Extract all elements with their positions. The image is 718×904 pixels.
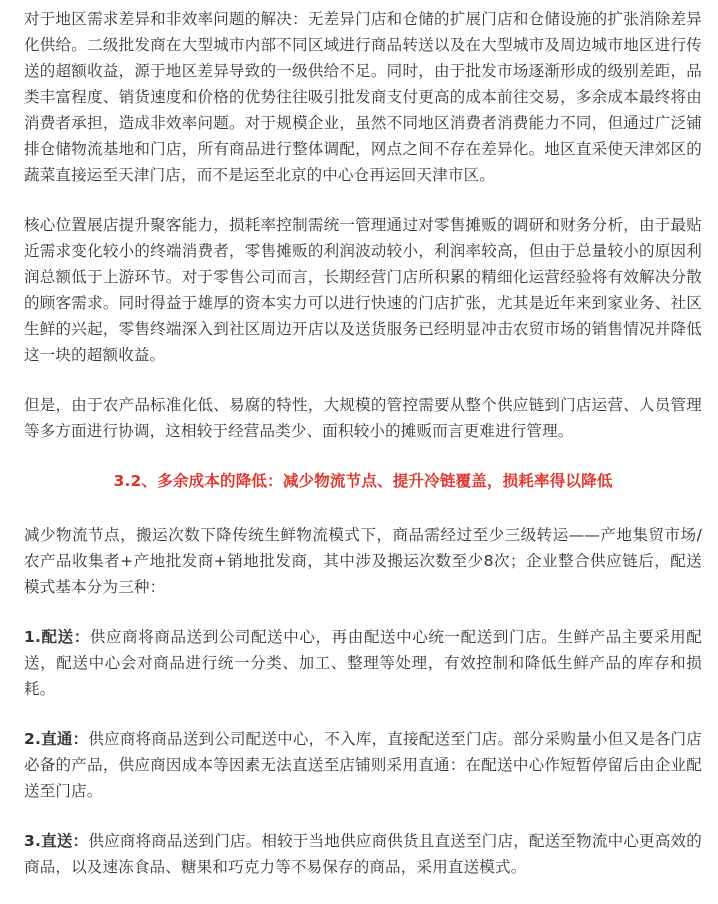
paragraph-regional-differences: 对于地区需求差异和非效率问题的解决：无差异门店和仓储的扩展门店和仓储设施的扩张消除差异化供给。二级批发商在大型城市内部不同区域进行商品转送以及在大型城市及周边城市地区进行传送的超额收益，源于地区差异导致的一级供给不足。同时，由于批发市场逐渐形成的级别差距，品类丰富程度、销货速度和价格的优势往往吸引批发商支付更高的成本前往交易，多余成本最终将由消费者承担，造成非效率问题。对于规模企业，虽然不同地区消费者消费能力不同，但通过广泛铺排仓储物流基地和门店，所有商品进行整体调配，网点之间不存在差异化。地区直采使天津郊区的蔬菜直接运至天津门店，而不是运至北京的中心仓再运回天津市区。 (24, 10, 702, 184)
section-heading: 3.2、多余成本的降低：减少物流节点、提升冷链覆盖，损耗率得以降低 (113, 472, 613, 490)
item-text: 供应商将商品送到公司配送中心，不入库，直接配送至门店。部分采购量小但又是各门店必备的产品，供应商因成本等因素无法直送至店铺则采用直通：在配送中心作短暂停留后由企业配送至门店。 (24, 730, 702, 800)
list-item-distribution (24, 624, 702, 702)
list-item-direct-delivery (24, 828, 702, 880)
item-text: 供应商将商品送到门店。相较于当地供应商供货且直送至门店，配送至物流中心更高效的商品，以及速冻食品、糖果和巧克力等不易保存的商品，采用直送模式。 (24, 832, 702, 876)
list-item-crossdock (24, 726, 702, 804)
paragraph-core-location: 核心位置展店提升聚客能力，损耗率控制需统一管理通过对零售摊贩的调研和财务分析，由于最贴近需求变化较小的终端消费者，零售摊贩的利润波动较小，利润率较高，但由于总量较小的原因利润总额低于上游环节。对于零售公司而言，长期经营门店所积累的精细化运营经验将有效解决分散的顾客需求。同时得益于雄厚的资本实力可以进行快速的门店扩张，尤其是近年来到家业务、社区生鲜的兴起，零售终端深入到社区周边开店以及送货服务已经明显冲击农贸市场的销售情况并降低这一块的超额收益。 (24, 216, 702, 364)
item-text: 供应商将商品送到公司配送中心，再由配送中心统一配送到门店。生鲜产品主要采用配送，配送中心会对商品进行统一分类、加工、整理等处理，有效控制和降低生鲜产品的库存和损耗。 (24, 628, 702, 698)
item-label: 3.直送： (24, 832, 89, 850)
paragraph-logistics-intro: 减少物流节点，搬运次数下降传统生鲜物流模式下，商品需经过至少三级转运——产地集贸市场/农产品收集者+产地批发商+销地批发商，其中涉及搬运次数至少8次；企业整合供应链后，配送模式基本分为三种： (24, 526, 702, 596)
item-label: 1.配送： (24, 628, 90, 646)
item-label: 2.直通： (24, 730, 89, 748)
article-body (24, 6, 702, 904)
paragraph-management-difficulty: 但是，由于农产品标准化低、易腐的特性，大规模的管控需要从整个供应链到门店运营、人员管理等多方面进行协调，这相较于经营品类少、面积较小的摊贩而言更难进行管理。 (24, 396, 702, 440)
